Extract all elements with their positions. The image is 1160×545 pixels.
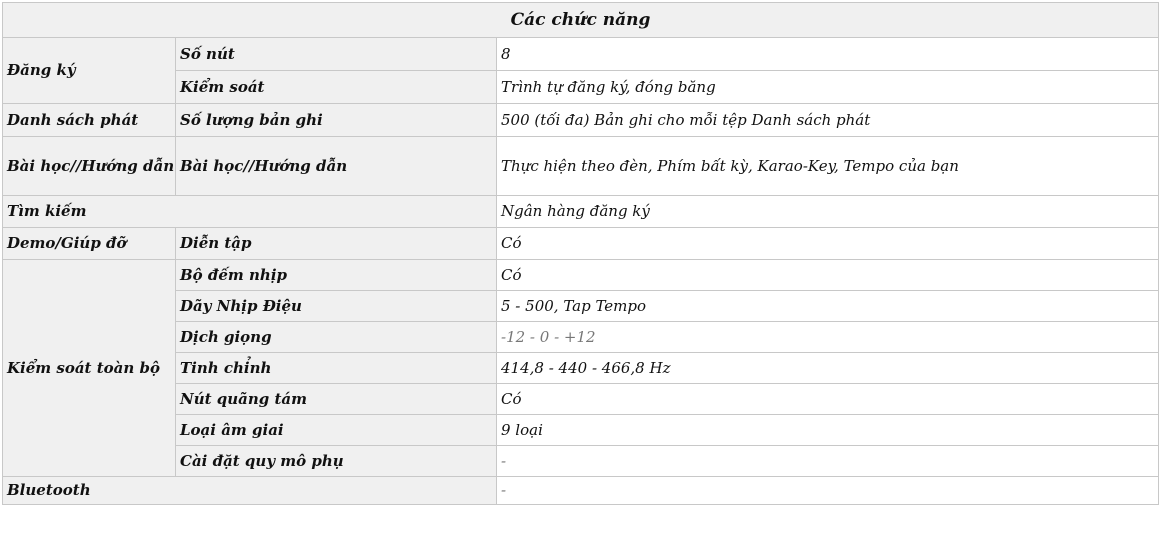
table-row (3, 71, 1159, 104)
table-row (3, 291, 1159, 322)
sub-label-dich-giong: Dịch giọng (176, 322, 497, 353)
value-bluetooth: - (497, 477, 1159, 505)
table-row (3, 260, 1159, 291)
value-dich-giong: -12 - 0 - +12 (497, 322, 1159, 353)
row-label-demo: Demo/Giúp đỡ (3, 228, 176, 260)
table-row (3, 196, 1159, 228)
table-row (3, 353, 1159, 384)
row-label-kiem-soat-toan-bo: Kiểm soát toàn bộ (3, 260, 176, 477)
value-nut-quang-tam: Có (497, 384, 1159, 415)
table-row (3, 38, 1159, 71)
row-label-dang-ky: Đăng ký (3, 38, 176, 104)
value-bo-dem-nhip: Có (497, 260, 1159, 291)
table-title: Các chức năng (3, 3, 1159, 38)
value-so-luong-ban-ghi: 500 (tối đa) Bản ghi cho mỗi tệp Danh sách phát (497, 104, 1159, 137)
value-tim-kiem: Ngân hàng đăng ký (497, 196, 1159, 228)
row-label-danh-sach-phat: Danh sách phát (3, 104, 176, 137)
value-cai-dat-quy-mo-phu: - (497, 446, 1159, 477)
functions-table (2, 2, 1159, 505)
table-row (3, 228, 1159, 260)
sub-label-bai-hoc: Bài học//Hướng dẫn (176, 137, 497, 196)
table-row (3, 137, 1159, 196)
sub-label-kiem-soat: Kiểm soát (176, 71, 497, 104)
sub-label-tinh-chinh: Tinh chỉnh (176, 353, 497, 384)
table-row (3, 446, 1159, 477)
value-bai-hoc: Thực hiện theo đèn, Phím bất kỳ, Karao-Key, Tempo của bạn (497, 137, 1159, 196)
sub-label-so-nut: Số nút (176, 38, 497, 71)
sub-label-cai-dat-quy-mo-phu: Cài đặt quy mô phụ (176, 446, 497, 477)
sub-label-day-nhip-dieu: Dãy Nhịp Điệu (176, 291, 497, 322)
sub-label-loai-am-giai: Loại âm giai (176, 415, 497, 446)
table-row (3, 384, 1159, 415)
sub-label-so-luong-ban-ghi: Số lượng bản ghi (176, 104, 497, 137)
table-row (3, 477, 1159, 505)
row-label-tim-kiem: Tìm kiếm (3, 196, 497, 228)
table-row (3, 415, 1159, 446)
sub-label-nut-quang-tam: Nút quãng tám (176, 384, 497, 415)
value-so-nut: 8 (497, 38, 1159, 71)
value-tinh-chinh: 414,8 - 440 - 466,8 Hz (497, 353, 1159, 384)
value-kiem-soat: Trình tự đăng ký, đóng băng (497, 71, 1159, 104)
row-label-bai-hoc: Bài học//Hướng dẫn (3, 137, 176, 196)
sub-label-bo-dem-nhip: Bộ đếm nhịp (176, 260, 497, 291)
value-day-nhip-dieu: 5 - 500, Tap Tempo (497, 291, 1159, 322)
value-dien-tap: Có (497, 228, 1159, 260)
table-row (3, 104, 1159, 137)
value-loai-am-giai: 9 loại (497, 415, 1159, 446)
sub-label-dien-tap: Diễn tập (176, 228, 497, 260)
table-row (3, 322, 1159, 353)
row-label-bluetooth: Bluetooth (3, 477, 497, 505)
